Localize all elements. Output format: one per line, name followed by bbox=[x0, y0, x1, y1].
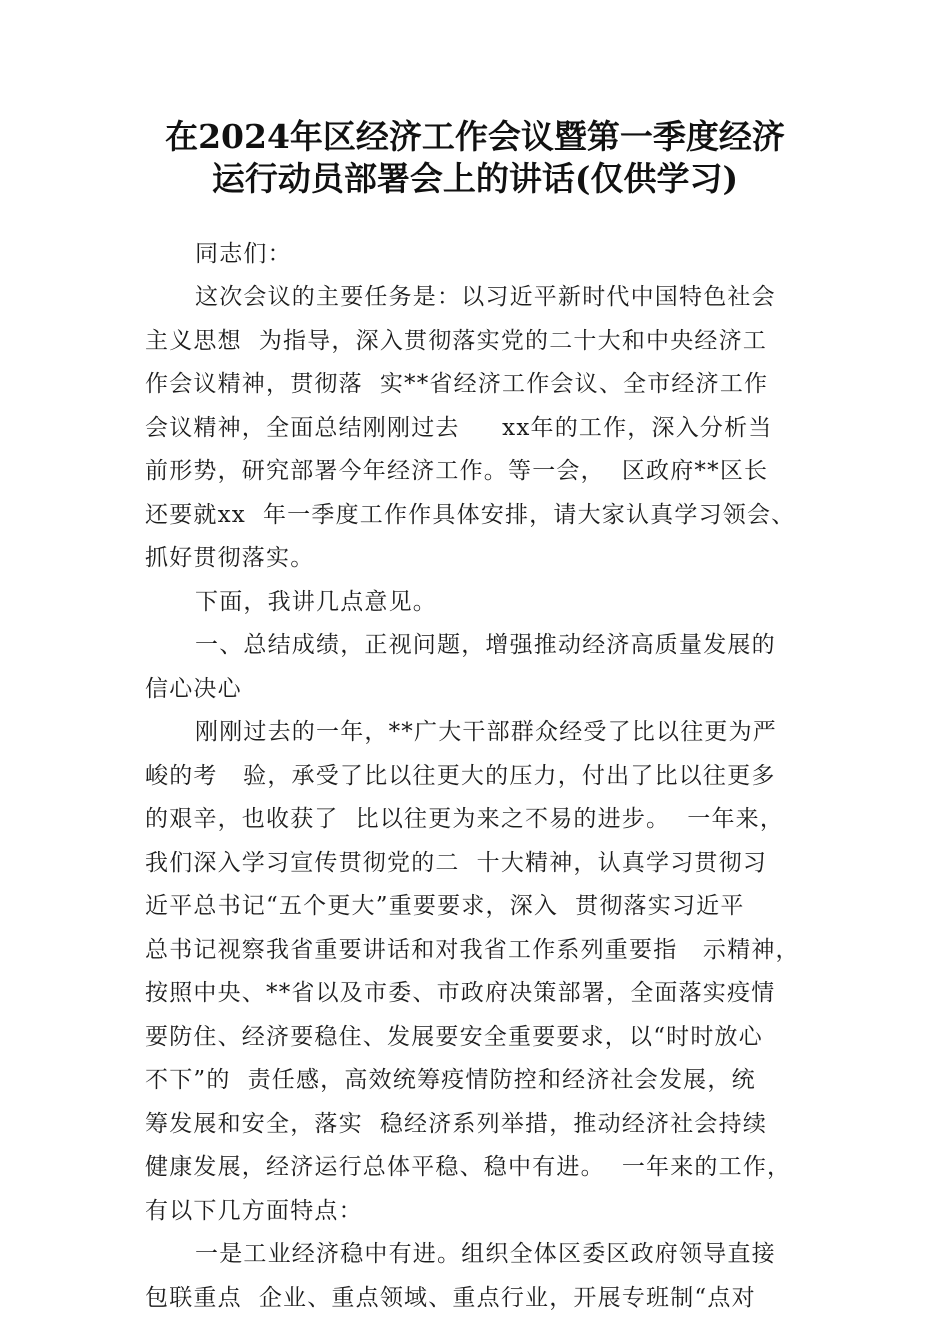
paragraph-line: 这次会议的主要任务是：以习近平新时代中国特色社会 bbox=[195, 284, 776, 310]
paragraph-line: 近平总书记“五个更大”重要要求，深入 贯彻落实习近平 bbox=[145, 893, 745, 919]
salutation: 同志们： bbox=[195, 241, 292, 267]
paragraph-line: 下面，我讲几点意见。 bbox=[195, 589, 437, 615]
paragraph-line: 不下”的 责任感，高效统筹疫情防控和经济社会发展，统 bbox=[145, 1067, 756, 1093]
paragraph-line: 要防住、经济要稳住、发展要安全重要要求，以“时时放心 bbox=[145, 1024, 763, 1050]
paragraph-line: 按照中央、**省以及市委、市政府决策部署，全面落实疫情 bbox=[145, 980, 776, 1006]
document-title-line-2: 运行动员部署会上的讲话(仅供学习) bbox=[211, 159, 739, 198]
paragraph-line: 一是工业经济稳中有进。组织全体区委区政府领导直接 bbox=[195, 1241, 776, 1267]
paragraph-line: 包联重点 企业、重点领域、重点行业，开展专班制“点对 bbox=[145, 1285, 756, 1311]
paragraph-line: 筹发展和安全，落实 稳经济系列举措，推动经济社会持续 bbox=[145, 1111, 768, 1137]
section-heading-line: 信心决心 bbox=[145, 676, 242, 702]
paragraph-line: 的艰辛，也收获了 比以往更为来之不易的进步。 一年来， bbox=[145, 806, 785, 832]
paragraph-line: 刚刚过去的一年，**广大干部群众经受了比以往更为严 bbox=[195, 719, 777, 745]
paragraph-line: 会议精神，全面总结刚刚过去 xx年的工作，深入分析当 bbox=[145, 415, 773, 441]
paragraph-line: 我们深入学习宣传贯彻党的二 十大精神，认真学习贯彻习 bbox=[145, 850, 768, 876]
paragraph-line: 前形势，研究部署今年经济工作。等一会， 区政府**区长 bbox=[145, 458, 769, 484]
paragraph-line: 有以下几方面特点： bbox=[145, 1198, 363, 1224]
paragraph-line: 还要就xx 年一季度工作作具体安排，请大家认真学习领会、 bbox=[145, 502, 796, 528]
paragraph-line: 主义思想 为指导，深入贯彻落实党的二十大和中央经济工 bbox=[145, 328, 768, 354]
paragraph-line: 抓好贯彻落实。 bbox=[145, 545, 315, 571]
document-title-line-1: 在2024年区经济工作会议暨第一季度经济 bbox=[165, 117, 785, 156]
paragraph-line: 健康发展，经济运行总体平稳、稳中有进。 一年来的工作， bbox=[145, 1154, 792, 1180]
paragraph-line: 总书记视察我省重要讲话和对我省工作系列重要指 示精神， bbox=[145, 937, 800, 963]
section-heading-line: 一、总结成绩，正视问题，增强推动经济高质量发展的 bbox=[195, 632, 776, 658]
paragraph-line: 作会议精神，贯彻落 实**省经济工作会议、全市经济工作 bbox=[145, 371, 769, 397]
paragraph-line: 峻的考 验，承受了比以往更大的压力，付出了比以往更多 bbox=[145, 763, 776, 789]
